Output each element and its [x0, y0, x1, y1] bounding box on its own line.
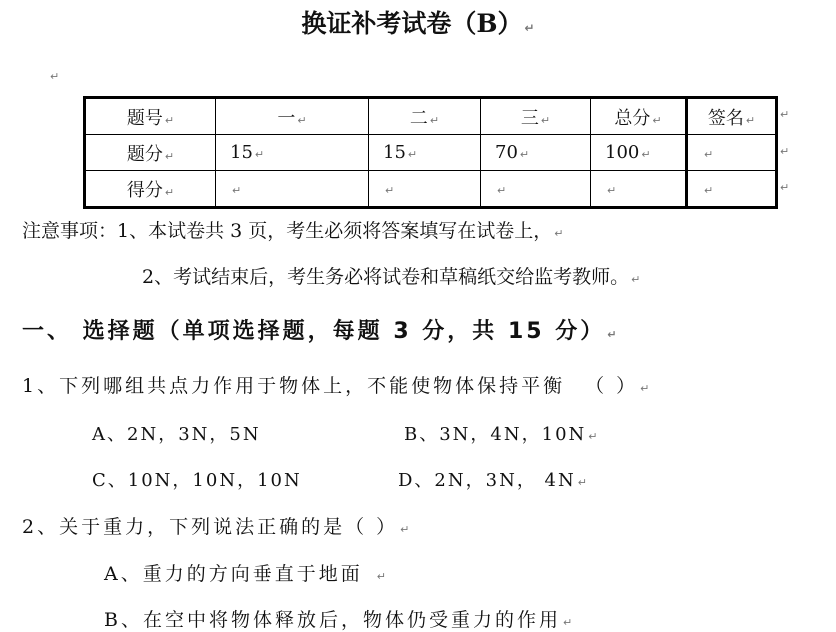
cell-mark-icon: ↵ [652, 113, 662, 127]
table-cell[interactable] [687, 171, 777, 208]
paragraph-mark-icon: ↵ [631, 273, 641, 286]
table-cell: 15 ↵ [216, 135, 369, 171]
cell-mark-icon: ↵ [704, 184, 714, 197]
cell-mark-icon: ↵ [519, 148, 530, 161]
table-cell[interactable] [369, 171, 481, 208]
table-header-cell: 二 ↵ [369, 98, 481, 135]
option-c: C、10N，10N，10N [92, 470, 302, 491]
row-end-mark-icon: ↵ [780, 181, 790, 194]
cell-mark-icon: ↵ [540, 113, 551, 127]
cell-mark-icon: ↵ [164, 113, 175, 127]
option-a: A、2N，3N，5N [92, 424, 261, 445]
paragraph-mark-icon: ↵ [400, 523, 413, 536]
exam-title-text: 换证补考试卷（B） [301, 9, 523, 38]
row-end-mark-icon: ↵ [780, 145, 790, 158]
table-header-cell: 三 ↵ [481, 98, 591, 135]
paragraph-mark-icon: ↵ [588, 430, 600, 443]
question-2 [22, 512, 412, 539]
cell-mark-icon: ↵ [641, 148, 651, 161]
option-a: A、重力的方向垂直于地面 ↵ [104, 563, 389, 585]
paragraph-mark-icon: ↵ [376, 570, 389, 583]
table-row [85, 98, 777, 135]
paragraph-mark-icon: ↵ [554, 227, 564, 240]
table-row [85, 135, 777, 171]
table-cell[interactable] [216, 171, 369, 208]
option-b: B、3N，4N，10N ↵ [404, 424, 600, 445]
notes-item-1: 1、本试卷共 3 页，考生必须将答案填写在试卷上， [117, 220, 553, 242]
answer-blank: （ ） [585, 375, 639, 397]
notes-item-2: 2、考试结束后，考生务必将试卷和草稿纸交给监考教师。 [142, 266, 630, 288]
table-cell[interactable] [591, 171, 687, 208]
paragraph-mark-icon: ↵ [607, 328, 620, 341]
table-cell: 得分 ↵ [85, 171, 216, 208]
paragraph-mark-icon: ↵ [524, 21, 535, 35]
cell-mark-icon: ↵ [254, 148, 265, 161]
table-cell: 题分 ↵ [85, 135, 216, 171]
question-stem: 1、下列哪组共点力作用于物体上，不能使物体保持平衡 [22, 375, 566, 397]
notes-line-1 [22, 216, 564, 243]
table-cell: 70 ↵ [481, 135, 591, 171]
cell-mark-icon: ↵ [497, 184, 507, 197]
paragraph-mark-icon: ↵ [562, 616, 576, 629]
cell-mark-icon: ↵ [429, 113, 440, 127]
section-title: 一、 选择题（单项选择题，每题 3 分，共 15 分） [22, 319, 606, 344]
cell-mark-icon: ↵ [164, 185, 175, 199]
table-header-cell: 总分 ↵ [591, 98, 687, 135]
row-end-mark-icon: ↵ [780, 108, 790, 121]
paragraph-mark-icon: ↵ [50, 70, 60, 83]
table-cell[interactable] [687, 135, 777, 171]
table-header-cell: 一 ↵ [216, 98, 369, 135]
section-heading [22, 314, 619, 345]
paragraph-mark-icon: ↵ [640, 382, 653, 395]
table-header-cell: 题号 ↵ [85, 98, 216, 135]
notes-label: 注意事项： [22, 220, 118, 242]
question-1 [22, 371, 652, 398]
table-cell[interactable] [481, 171, 591, 208]
cell-mark-icon: ↵ [407, 148, 418, 161]
question-stem: 2、关于重力，下列说法正确的是（ ） [22, 516, 399, 538]
cell-mark-icon: ↵ [385, 184, 395, 197]
score-table [83, 96, 778, 209]
option-d: D、2N，3N， 4N ↵ [398, 470, 589, 491]
notes-line-2 [142, 262, 640, 289]
cell-mark-icon: ↵ [745, 113, 756, 127]
cell-mark-icon: ↵ [297, 113, 307, 127]
table-row [85, 171, 777, 208]
paragraph-mark-icon: ↵ [577, 476, 589, 489]
cell-mark-icon: ↵ [232, 184, 242, 197]
option-b: B、在空中将物体释放后，物体仍受重力的作用 ↵ [104, 609, 576, 631]
cell-mark-icon: ↵ [704, 148, 714, 161]
cell-mark-icon: ↵ [607, 184, 617, 197]
table-cell: 100 ↵ [591, 135, 687, 171]
cell-mark-icon: ↵ [164, 149, 175, 163]
exam-title [0, 4, 836, 40]
table-cell: 15 ↵ [369, 135, 481, 171]
table-header-cell: 签名 ↵ [687, 98, 777, 135]
